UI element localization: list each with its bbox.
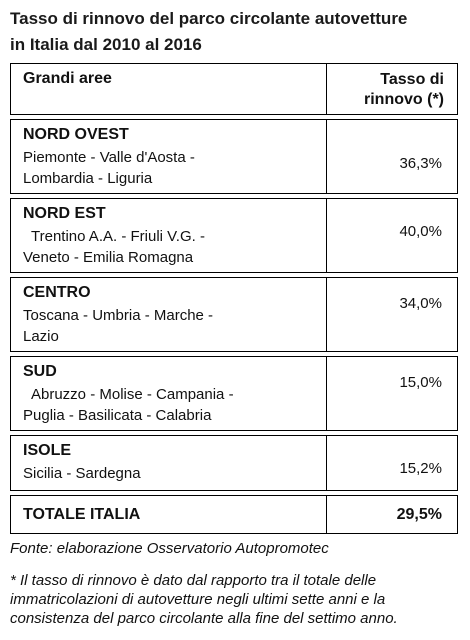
renewal-rate-table bbox=[10, 63, 458, 534]
total-rate: 29,5% bbox=[327, 496, 458, 534]
title-line-2: in Italia dal 2010 al 2016 bbox=[10, 35, 202, 54]
table-row-sud bbox=[11, 357, 458, 431]
area-regions: Sicilia - Sardegna bbox=[23, 465, 141, 482]
area-rate: 15,2% bbox=[399, 460, 442, 477]
area-regions: Abruzzo - Molise - Campania - Puglia - Basilicata - Calabria bbox=[23, 386, 234, 424]
area-regions: Toscana - Umbria - Marche - Lazio bbox=[23, 307, 214, 345]
header-rate: Tasso di rinnovo (*) bbox=[327, 64, 458, 115]
area-rate: 40,0% bbox=[399, 223, 442, 240]
area-regions: Piemonte - Valle d'Aosta - Lombardia - Liguria bbox=[23, 149, 195, 187]
area-name: CENTRO bbox=[23, 284, 91, 301]
table-header-row bbox=[11, 64, 458, 115]
table-row-nord-ovest bbox=[11, 120, 458, 194]
area-rate: 36,3% bbox=[399, 155, 442, 172]
page-title bbox=[10, 6, 460, 58]
title-line-1: Tasso di rinnovo del parco circolante autovetture bbox=[10, 9, 408, 28]
area-name: SUD bbox=[23, 363, 57, 380]
table-row-nord-est bbox=[11, 199, 458, 273]
area-rate: 15,0% bbox=[399, 374, 442, 391]
area-name: NORD EST bbox=[23, 205, 106, 222]
table-row-total bbox=[11, 496, 458, 534]
footnote: * Il tasso di rinnovo è dato dal rapporto tra il totale delle immatricolazioni di autovetture negli ultimi sette anni e la consistenza del parco circolante alla fine del settimo anno. bbox=[10, 572, 398, 627]
header-area: Grandi aree bbox=[11, 64, 327, 115]
total-label: TOTALE ITALIA bbox=[11, 496, 327, 534]
area-regions: Trentino A.A. - Friuli V.G. - Veneto - Emilia Romagna bbox=[23, 228, 205, 266]
area-rate: 34,0% bbox=[399, 295, 442, 312]
table-row-centro bbox=[11, 278, 458, 352]
area-name: ISOLE bbox=[23, 442, 72, 459]
source-note: Fonte: elaborazione Osservatorio Autopromotec bbox=[10, 540, 329, 557]
area-name: NORD OVEST bbox=[23, 126, 129, 143]
table-row-isole bbox=[11, 436, 458, 491]
